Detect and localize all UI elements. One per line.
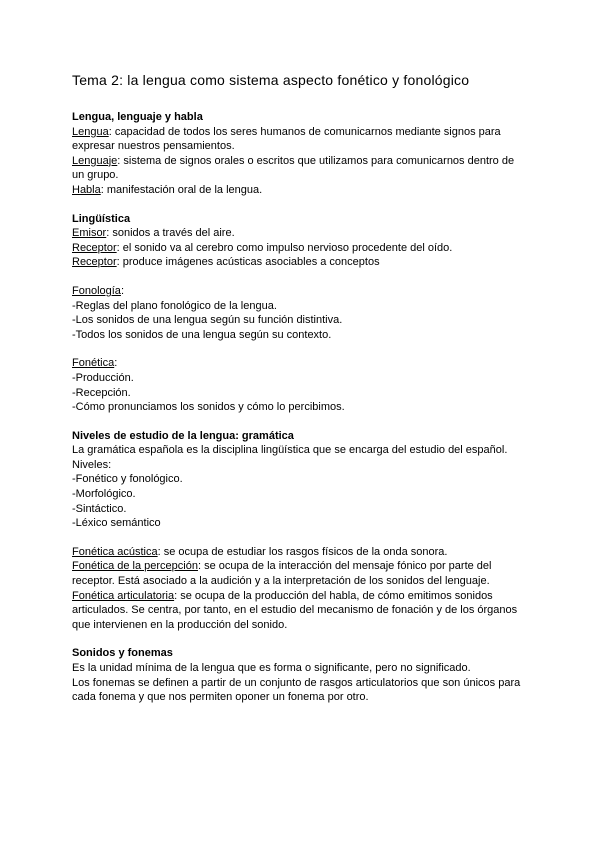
definition-line <box>72 241 528 256</box>
definition-line <box>72 255 528 270</box>
section-label <box>72 356 528 371</box>
section-heading: Sonidos y fonemas <box>72 647 173 660</box>
definition-line: receptor. Está asociado a la audición y a la interpretación de los sonidos del lenguaje. <box>72 575 490 588</box>
term-habla: Habla <box>72 183 101 196</box>
list-item: -Todos los sonidos de una lengua según su contexto. <box>72 328 332 341</box>
list-item: -Morfológico. <box>72 488 136 501</box>
section-linguistica <box>72 212 528 270</box>
term-lenguaje: Lenguaje <box>72 154 118 167</box>
term-lengua: Lengua <box>72 125 109 138</box>
section-fonologia <box>72 284 528 342</box>
list-item: -Cómo pronunciamos los sonidos y cómo lo percibimos. <box>72 401 345 414</box>
term-fonetica: Fonética <box>72 357 115 370</box>
term-fonetica-articulatoria: Fonética articulatoria <box>72 589 175 602</box>
list-item: -Fonético y fonológico. <box>72 473 183 486</box>
section-sonidos-fonemas <box>72 646 528 704</box>
section-heading: Lengua, lenguaje y habla <box>72 111 203 123</box>
term-fonologia: Fonología <box>72 284 121 297</box>
definition-text: : se ocupa de la producción del habla, de cómo emitimos sonidos <box>174 589 493 602</box>
paragraph-line: Niveles: <box>72 458 112 471</box>
definition-text: : capacidad de todos los seres humanos de comunicarnos mediante signos para <box>108 125 501 138</box>
list-item: -Léxico semántico <box>72 517 161 530</box>
list-item: -Los sonidos de una lengua según su función distintiva. <box>72 314 343 327</box>
paragraph-line: Es la unidad mínima de la lengua que es forma o significante, pero no significado. <box>72 662 471 674</box>
definition-text: : sonidos a través del aire. <box>106 227 235 240</box>
page-title: Tema 2: la lengua como sistema aspecto fonético y fonológico <box>72 72 470 88</box>
term-fonetica-percepcion: Fonética de la percepción <box>72 560 198 573</box>
definition-text: : se ocupa de estudiar los rasgos físicos de la onda sonora. <box>157 545 448 558</box>
definition-text: : produce imágenes acústicas asociables a conceptos <box>116 256 380 269</box>
definition-text: : sistema de signos orales o escritos que utilizamos para comunicarnos dentro de <box>117 154 515 167</box>
term-receptor: Receptor <box>72 241 117 254</box>
section-heading: Lingüística <box>72 212 131 225</box>
section-fonetica <box>72 356 528 414</box>
term-fonetica-acustica: Fonética acústica <box>72 545 158 558</box>
definition-text: : manifestación oral de la lengua. <box>100 183 263 196</box>
definition-line <box>72 559 528 574</box>
definition-text: : se ocupa de la interacción del mensaje fónico por parte del <box>197 560 492 573</box>
definition-text: : el sonido va al cerebro como impulso nervioso procedente del oído. <box>116 241 453 254</box>
definition-line <box>72 226 528 241</box>
list-item: -Producción. <box>72 371 134 384</box>
definition-line: un grupo. <box>72 169 119 182</box>
paragraph-line: La gramática española es la disciplina lingüística que se encarga del estudio del español. <box>72 444 508 457</box>
definition-line <box>72 545 528 560</box>
list-item: -Recepción. <box>72 386 131 399</box>
section-lengua-lenguaje-habla <box>72 110 528 198</box>
definition-line: articulados. Se centra, por tanto, en el estudio del mecanismo de fonación y de los órganos <box>72 604 518 617</box>
section-niveles-gramatica <box>72 429 528 531</box>
term-receptor: Receptor <box>72 256 117 269</box>
term-emisor: Emisor <box>72 227 107 240</box>
section-tipos-fonetica <box>72 545 528 633</box>
colon: : <box>114 357 118 370</box>
definition-line: que intervienen en la producción del sonido. <box>72 618 288 631</box>
definition-line <box>72 589 528 604</box>
section-heading: Niveles de estudio de la lengua: gramática <box>72 429 294 442</box>
definition-line <box>72 154 528 169</box>
definition-line <box>72 183 528 198</box>
definition-line: expresar nuestros pensamientos. <box>72 140 235 153</box>
colon: : <box>120 284 124 297</box>
definition-line <box>72 125 528 140</box>
paragraph-line: cada fonema y que nos permiten oponer un fonema por otro. <box>72 691 369 704</box>
list-item: -Reglas del plano fonológico de la lengua. <box>72 299 277 312</box>
list-item: -Sintáctico. <box>72 502 127 515</box>
section-label <box>72 284 528 299</box>
paragraph-line: Los fonemas se definen a partir de un conjunto de rasgos articulatorios que son únicos para <box>72 676 521 689</box>
